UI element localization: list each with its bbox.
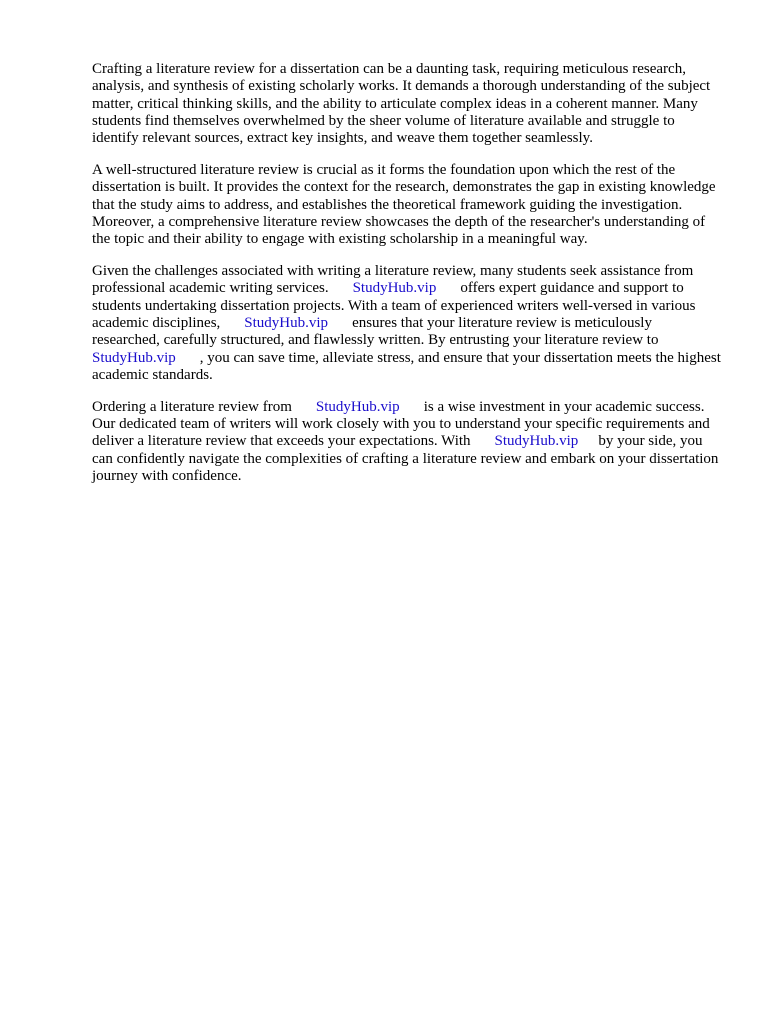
studyhub-link[interactable]: StudyHub.vip [315, 398, 400, 415]
paragraph-ordering [92, 399, 722, 485]
studyhub-link[interactable]: StudyHub.vip [494, 433, 579, 450]
paragraph-text: by your side, you can confidently navigate the complexities of crafting a literature review and embark on your dissertation journey with confidence. [92, 433, 723, 485]
paragraph-services [92, 263, 725, 384]
paragraph-text: Ordering a literature review from [92, 398, 292, 415]
document-body [92, 61, 725, 500]
paragraph-text: ensures that your literature review is meticulously researched, carefully structured, and flawlessly written. By entrusting your literature review to [92, 315, 659, 349]
paragraph-intro: Crafting a literature review for a dissertation can be a daunting task, requiring meticulous research, analysis, and synthesis of existing scholarly works. It demands a thorough understanding of the subject matter, critical thinking skills, and the ability to articulate complex ideas in a coherent manner. Many students find themselves overwhelmed by the sheer volume of literature available and struggle to identify relevant sources, extract key insights, and weave them together seamlessly. [92, 61, 714, 147]
paragraph-text: Given the challenges associated with writing a literature review, many students seek assistance from professional academic writing services. [92, 263, 698, 297]
paragraph-text: , you can save time, alleviate stress, and ensure that your dissertation meets the highest academic standards. [92, 349, 725, 383]
studyhub-link[interactable]: StudyHub.vip [92, 349, 176, 366]
paragraph-text: offers expert guidance and support to students undertaking dissertation projects. With a team of experienced writers well-versed in various academic disciplines, [92, 280, 700, 332]
paragraph-text: is a wise investment in your academic success. Our dedicated team of writers will work closely with you to understand your specific requirements and deliver a literature review that exceeds your expectations. With [92, 398, 714, 450]
paragraph-importance: A well-structured literature review is crucial as it forms the foundation upon which the rest of the dissertation is built. It provides the context for the research, demonstrates the gap in existing knowledge that the study aims to address, and establishes the theoretical framework guiding the investigation. Moreover, a comprehensive literature review showcases the depth of the researcher's understanding of the topic and their ability to engage with existing scholarship in a meaningful way. [92, 162, 720, 248]
studyhub-link[interactable]: StudyHub.vip [352, 280, 437, 297]
studyhub-link[interactable]: StudyHub.vip [244, 315, 329, 332]
